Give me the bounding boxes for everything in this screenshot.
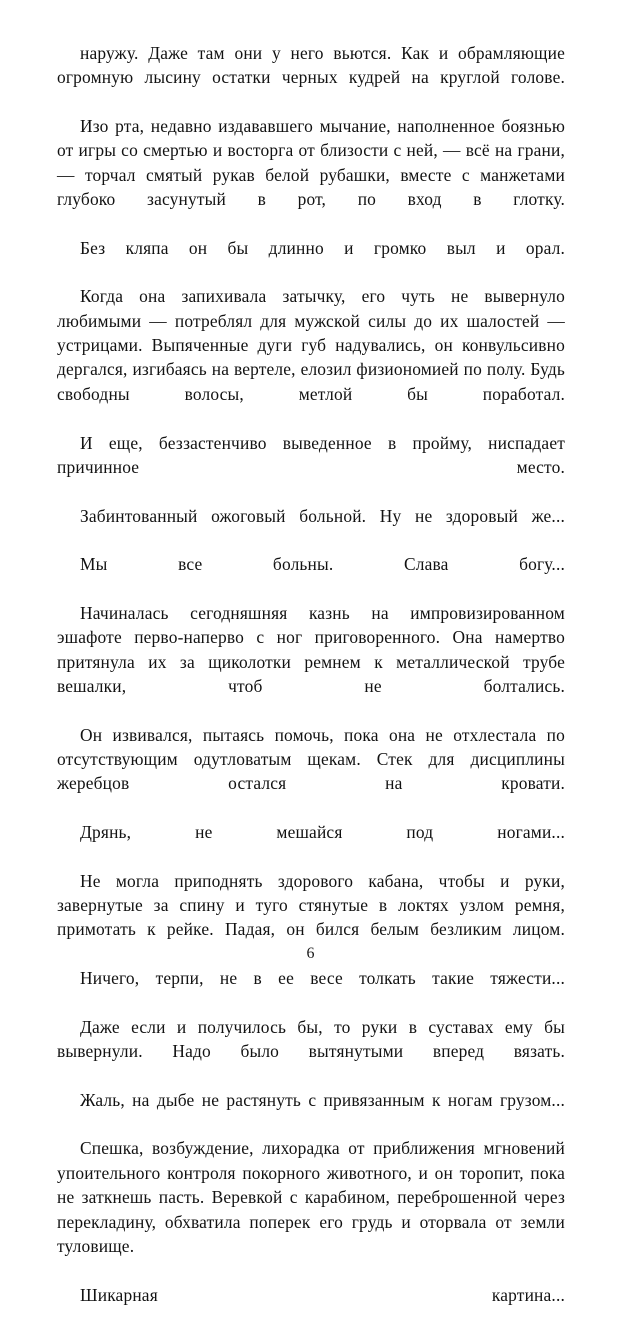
paragraph: Шикарная картина...: [80, 1284, 565, 1305]
paragraph: Мы все больны. Слава богу...: [80, 554, 565, 575]
paragraph: И еще, беззастенчиво выведенное в пройму, ниспадает причинное место.: [57, 432, 565, 477]
paragraph: Начиналась сегодняшняя казнь на импровизированном эшафоте перво-наперво с ног приговоренного. Она намертво притянула их за щиколотки ремнем к металлической трубе вешалки, чтоб не болтались.: [57, 602, 565, 696]
paragraph: Когда она запихивала затычку, его чуть не вывернуло любимыми — потреблял для мужской силы до их шалостей — устрицами. Выпяченные дуги губ надувались, он конвульсивно дергался, изгибаясь на вертеле, елозил физиономией по полу. Будь свободны волосы, метлой бы поработал.: [57, 286, 565, 404]
paragraph: Забинтованный ожоговый больной. Ну не здоровый же...: [80, 505, 565, 526]
paragraph: Ничего, терпи, не в ее весе толкать такие тяжести...: [80, 968, 565, 989]
page-text-block: [57, 41, 565, 1331]
paragraph: Без кляпа он бы длинно и громко выл и орал.: [80, 237, 565, 258]
paragraph: Дрянь, не мешайся под ногами...: [80, 822, 565, 842]
page-number: 6: [306, 945, 315, 962]
paragraph: Даже если и получилось бы, то руки в суставах ему бы вывернули. Надо было вытянутыми вперед вязать.: [57, 1016, 565, 1062]
paragraph: Не могла приподнять здорового кабана, чтобы и руки, завернутые за спину и туго стянутые в локтях узлом ремня, примотать к рейке. Падая, он бился белым безликим лицом.: [57, 870, 565, 940]
paragraph: Изо рта, недавно издававшего мычание, наполненное боязнью от игры со смертью и восторга от близости с ней, — всё на грани, — торчал смятый рукав белой рубашки, вместе с манжетами глубоко засунутый в рот, по вход в глотку.: [57, 116, 565, 210]
paragraph: Спешка, возбуждение, лихорадка от приближения мгновений упоительного контроля покорного животного, и он торопит, пока не заткнешь пасть. Веревкой с карабином, переброшенной через перекладину, обхватила поперек его грудь и оторвала от земли туловище.: [57, 1138, 565, 1256]
paragraph: Он извивался, пытаясь помочь, пока она не отхлестала по отсутствующим одутловатым щекам. Стек для дисциплины жеребцов остался на кровати.: [57, 724, 565, 794]
paragraph: Жаль, на дыбе не растянуть с привязанным к ногам грузом...: [80, 1089, 565, 1110]
paragraph: наружу. Даже там они у него вьются. Как и обрамляющие огромную лысину остатки черных кудрей на круглой голове.: [57, 43, 565, 88]
